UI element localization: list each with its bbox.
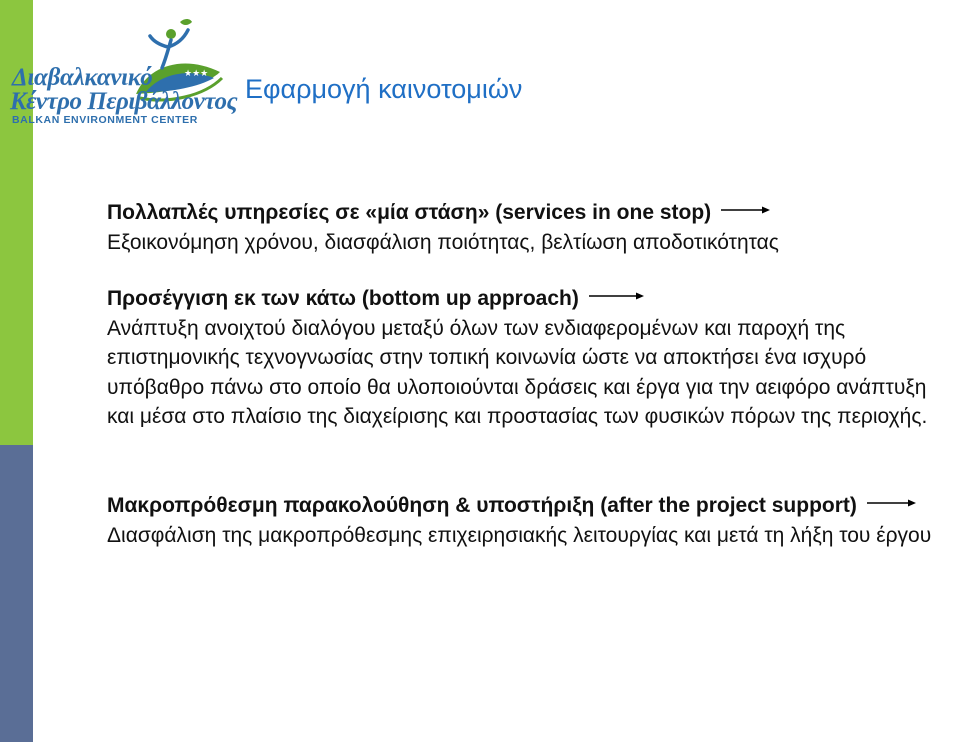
section-heading [107, 284, 957, 314]
section-heading-text: Μακροπρόθεσμη παρακολούθηση & υποστήριξη (after the project support) [107, 494, 857, 517]
logo-text-greek-1: Διαβαλκανικό [12, 64, 153, 91]
left-stripe-blue [0, 445, 33, 742]
section-heading [107, 491, 957, 521]
section-text: Διασφάλιση της μακροπρόθεσμης επιχειρησιακής λειτουργίας και μετά τη λήξη του έργου [107, 523, 932, 547]
logo-text-english: BALKAN ENVIRONMENT CENTER [12, 114, 198, 126]
section-text: Ανάπτυξη ανοιχτού διαλόγου μεταξύ όλων των ενδιαφερομένων και παροχή της επιστημονικής τεχνογνωσίας στην τοπική κοινωνία ώστε να αποκτήσει ένα ισχυρό υπόβαθρο πάνω στο οποίο θα υλοποιούνται δράσεις και έργα για την αειφόρο ανάπτυξη και μέσα στο πλαίσιο της διαχείρισης και προστασίας των φυσικών πόρων της περιοχής. [107, 316, 928, 428]
logo [8, 14, 238, 126]
section-text: Εξοικονόμηση χρόνου, διασφάλιση ποιότητας, βελτίωση αποδοτικότητας [107, 230, 779, 254]
section-bottom-up [107, 284, 957, 432]
section-heading [107, 198, 957, 228]
section-after-project [107, 491, 957, 550]
right-arrow-icon [721, 205, 771, 215]
svg-text:★★★: ★★★ [184, 69, 209, 79]
page-title: Εφαρμογή καινοτομιών [245, 74, 523, 104]
right-arrow-icon [589, 291, 645, 301]
section-heading-text: Προσέγγιση εκ των κάτω (bottom up approach) [107, 287, 579, 310]
section-heading-text: Πολλαπλές υπηρεσίες σε «μία στάση» (services in one stop) [107, 201, 712, 224]
section-services [107, 198, 957, 257]
right-arrow-icon [867, 498, 917, 508]
logo-text-greek-2: Κέντρο Περιβάλλοντος [10, 88, 238, 115]
